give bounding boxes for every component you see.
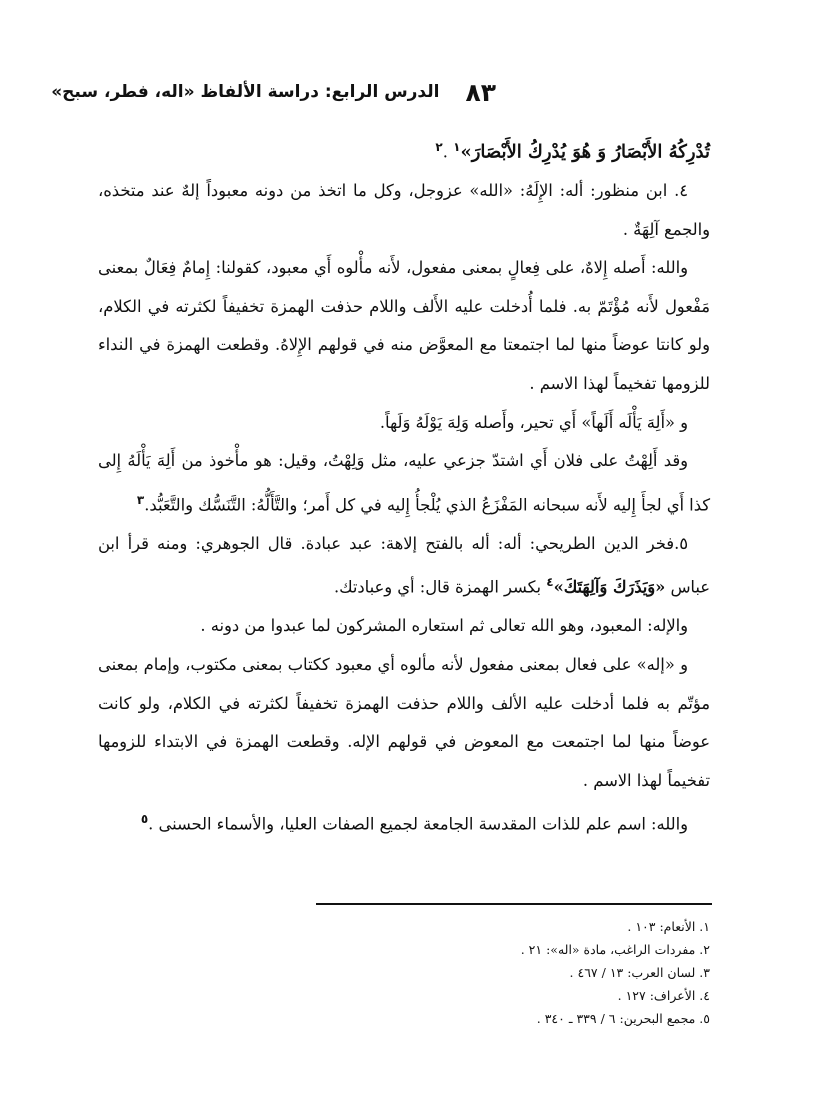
footnote-marker: ٤ bbox=[546, 575, 554, 590]
footnote-separator bbox=[316, 903, 712, 905]
paragraph-tarihi bbox=[98, 525, 710, 608]
paragraph-ilah-form: و «إله» على فعال بمعنى مفعول لأنه مألوه أي معبود ككتاب بمعنى مكتوب، وإمام بمعنى مؤتّم به فلما أدخلت عليه الألف واللام حذفت الهمزة تخفيفاً لكثرته في الكلام، ولو كانت عوضاً منها لما اجتمعت مع المعوض في قولهم الإله. وقطعت الهمزة في الابتداء للزومها تفخيماً لهذا الاسم . bbox=[98, 654, 710, 790]
main-text bbox=[98, 128, 710, 844]
footnote-item: ٣. لسان العرب: ١٣ / ٤٦٧ . bbox=[569, 965, 710, 980]
paragraph-ilah: والإله: المعبود، وهو الله تعالى ثم استعاره المشركون لما عبدوا من دونه . bbox=[200, 616, 688, 636]
chapter-title: الدرس الرابع: دراسة الألفاظ «اله، فطر، سبح» bbox=[51, 82, 440, 102]
paragraph-allah-name bbox=[98, 800, 710, 844]
footnote-marker: ٢ bbox=[435, 140, 443, 154]
footnotes bbox=[300, 915, 710, 1030]
paragraph-text: ٥.فخر الدين الطريحي: أله: أله بالفتح إلاهة: عبد عبادة. قال الجوهري: ومنه قرأ ابن عباس bbox=[98, 533, 710, 597]
paragraph-alihtu bbox=[98, 442, 710, 525]
footnote-marker: ٥ bbox=[140, 812, 149, 827]
footnote-marker: ١ bbox=[453, 140, 461, 154]
footnote-item: ٢. مفردات الراغب، مادة «اله»: ٢١ . bbox=[520, 942, 710, 957]
paragraph-ibn-manzur: ٤. ابن منظور: أله: الإِلَهُ: «الله» عزوجل، وكل ما اتخذ من دونه معبوداً إلهٌ عند متخذه، والجمع آلِهَةٌ . bbox=[98, 181, 710, 239]
quran-quote: «وَيَذَرَكَ وَآلِهَتَكَ» bbox=[553, 577, 666, 597]
verse-text: تُدْرِكُهُ الأَبْصَارُ وَ هُوَ يُدْرِكُ الأَبْصَارَ» bbox=[460, 141, 710, 163]
footnote-item: ٥. مجمع البحرين: ٦ / ٣٣٩ ـ ٣٤٠ . bbox=[536, 1011, 710, 1026]
footnote-item: ١. الأنعام: ١٠٣ . bbox=[627, 919, 710, 934]
footnote-marker: ٣ bbox=[136, 492, 145, 507]
paragraph-text: والله: اسم علم للذات المقدسة الجامعة لجميع الصفات العليا، والأسماء الحسنى . bbox=[148, 814, 688, 834]
quran-verse-line: تُدْرِكُهُ الأَبْصَارُ وَ هُوَ يُدْرِكُ الأَبْصَارَ»$^١$ .$^٢$ bbox=[435, 140, 710, 163]
paragraph-aliha: و «أَلِهَ يَأْلَه أَلَهاً» أَي تحير، وأَصله وَلِهَ يَوْلَهُ وَلَهاً. bbox=[379, 412, 688, 432]
paragraph-text: وقد أَلِهْتُ على فلان أَي اشتدّ جزعي عليه، مثل وَلِهْتُ، وقيل: هو مأْخوذ من أَلِهَ يَأْلَهُ إِلى كذا أَي لجأَ إِليه لأَنه سبحانه المَفْزَعُ الذي يُلْجأُ إِليه في كل أَمر؛ والتَّأَلُّهُ: التَّنَسُّك والتَّعَبُّد. bbox=[98, 451, 710, 515]
paragraph-text: بكسر الهمزة قال: أي وعبادتك. bbox=[333, 577, 542, 597]
paragraph-allah-origin: والله: أَصله إِلاهٌ، على فِعالٍ بمعنى مفعول، لأَنه مأْلوه أَي معبود، كقولنا: إِمامٌ فِعَالٌ بمعنى مَفْعول لأَنه مُؤْتَمّ به. فلما أُدخلت عليه الأَلف واللام حذفت الهمزة تخفيفاً لكثرته في الكلام، ولو كانتا عوضاً منها لما اجتمعتا مع المعوَّض منه في قولهم الإِلاهُ. وقطعت الهمزة في النداء للزومها تفخيماً لهذا الاسم . bbox=[98, 258, 710, 393]
footnote-item: ٤. الأعراف: ١٢٧ . bbox=[617, 988, 710, 1003]
page-number: ٨٣ bbox=[465, 77, 496, 107]
running-header bbox=[51, 72, 496, 112]
